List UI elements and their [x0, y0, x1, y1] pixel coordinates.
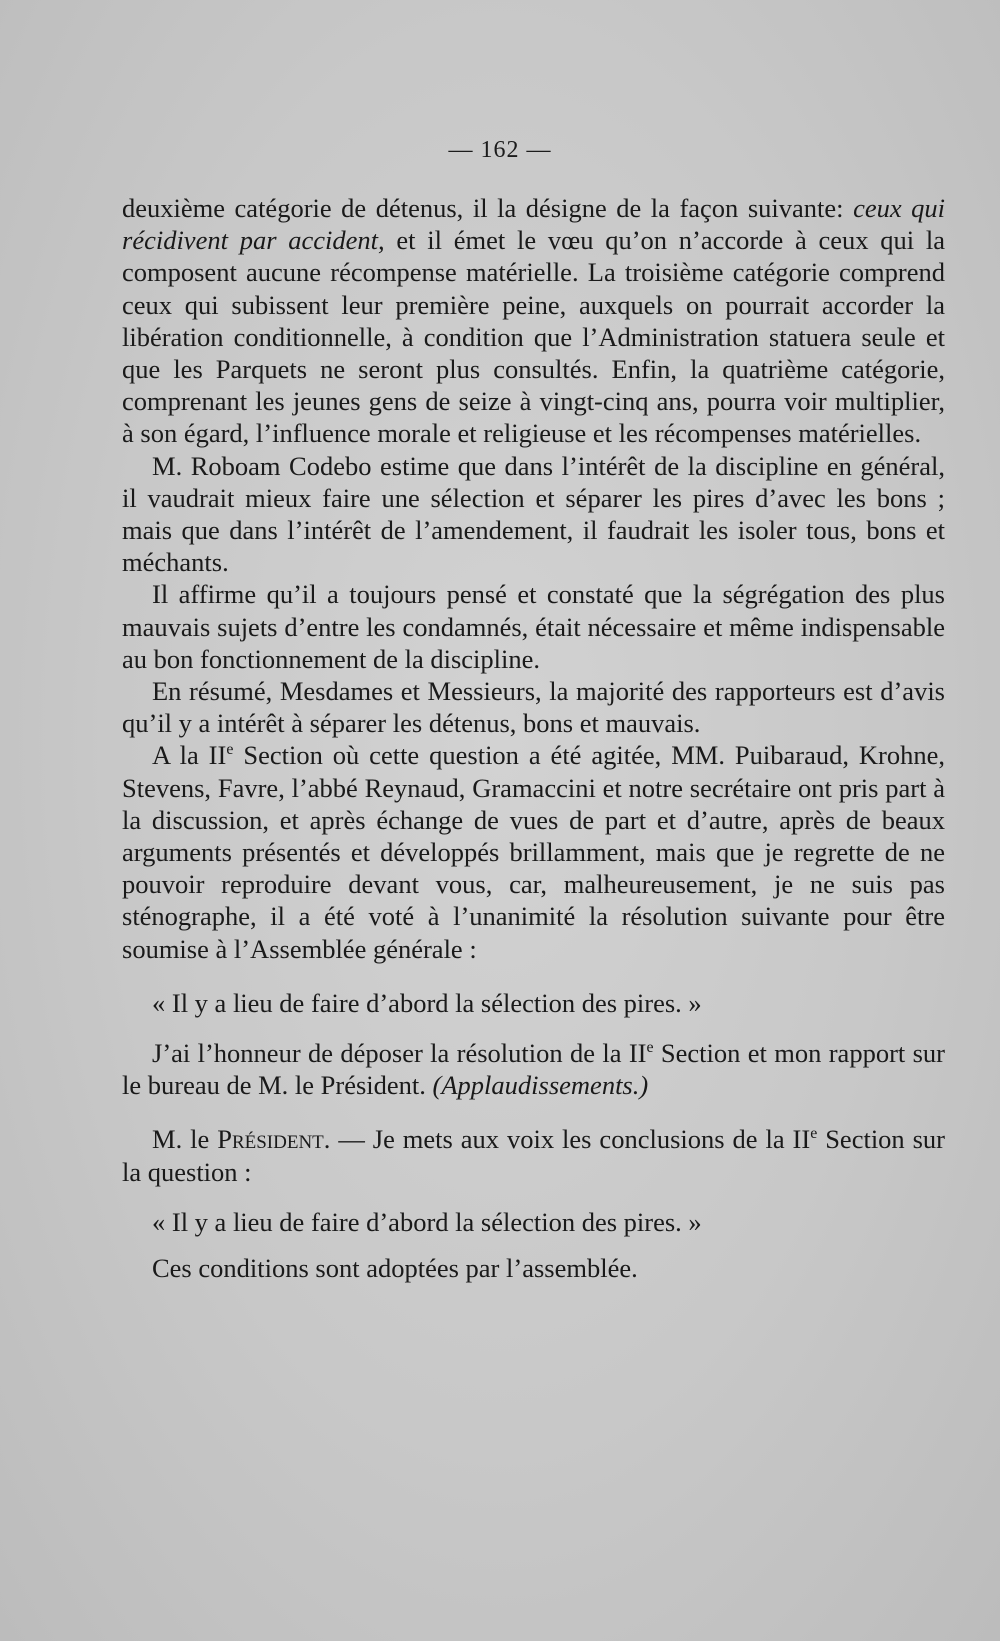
paragraph-7	[122, 1037, 945, 1101]
p8-prefix: M. le	[152, 1124, 218, 1155]
paragraph-8	[122, 1123, 945, 1187]
p8-superscript: e	[810, 1125, 818, 1143]
p8-text-end: Section sur la question :	[122, 1124, 946, 1187]
p5-superscript: e	[226, 741, 234, 759]
p7-applause: (Applaudissements.)	[432, 1070, 649, 1101]
p8-text-start: . — Je mets aux voix les conclusions de la II	[323, 1124, 811, 1155]
paragraph-4: En résumé, Mesdames et Messieurs, la majorité des rapporteurs est d’avis qu’il y a intérêt à séparer les détenus, bons et mauvais.	[122, 676, 945, 739]
p1-text-end: et il émet le vœu qu’on n’accorde à ceux qui la composent aucune récompense matérielle. La troisième catégorie comprend ceux qui subissent leur première peine, auxquels on pourrait accorder la libération conditionnelle, à condition que l’Administration statuera seule et que les Parquets ne seront plus consultés. Enfin, la quatrième catégorie, comprenant les jeunes gens de seize à vingt-cinq ans, pourra voir multiplier, à son égard, l’influence morale et religieuse et les récompenses matérielles.	[122, 225, 945, 449]
p5-text-end: Section où cette question a été agitée, MM. Puibaraud, Krohne, Stevens, Favre, l’abbé Reynaud, Gramaccini et notre secrétaire ont pris part à la discussion, et après échange de vues de part et d’autre, après de beaux arguments présentés et développés brillamment, mais que je regrette de ne pouvoir reproduire devant vous, car, malheureusement, je ne suis pas sténographe, il a été voté à l’unanimité la résolution suivante pour être soumise à l’Assemblée générale :	[122, 740, 945, 964]
paragraph-2: M. Roboam Codebo estime que dans l’intérêt de la discipline en général, il vaudrait mieux faire une sélection et séparer les pires d’avec les bons ; mais que dans l’intérêt de l’amendement, il faudrait les isoler tous, bons et méchants.	[122, 450, 945, 578]
p7-text-middle: Section et mon rapport sur le bureau de M. le Président.	[122, 1038, 946, 1101]
paragraph-1	[122, 192, 945, 450]
p7-text-start: J’ai l’honneur de déposer la résolution de la II	[152, 1038, 647, 1069]
p7-superscript: e	[646, 1039, 654, 1057]
p8-president: Président	[217, 1124, 324, 1155]
resolution-quote-2: « Il y a lieu de faire d’abord la sélection des pires. »	[152, 1206, 702, 1237]
paragraph-10: Ces conditions sont adoptées par l’assemblée.	[152, 1253, 638, 1284]
page-number: — 162 —	[448, 137, 552, 163]
paragraph-3: Il affirme qu’il a toujours pensé et constaté que la ségrégation des plus mauvais sujets d’entre les condamnés, était nécessaire et même indispensable au bon fonctionnement de la discipline.	[122, 579, 945, 674]
paragraph-5	[122, 739, 945, 964]
body-text	[122, 192, 945, 1284]
p5-text-start: A la II	[152, 740, 227, 771]
resolution-quote-1: « Il y a lieu de faire d’abord la sélection des pires. »	[152, 987, 702, 1018]
p1-italic-quote: ceux qui récidivent par accident,	[122, 193, 945, 256]
p1-text-start: deuxième catégorie de détenus, il la désigne de la façon suivante:	[122, 193, 854, 223]
